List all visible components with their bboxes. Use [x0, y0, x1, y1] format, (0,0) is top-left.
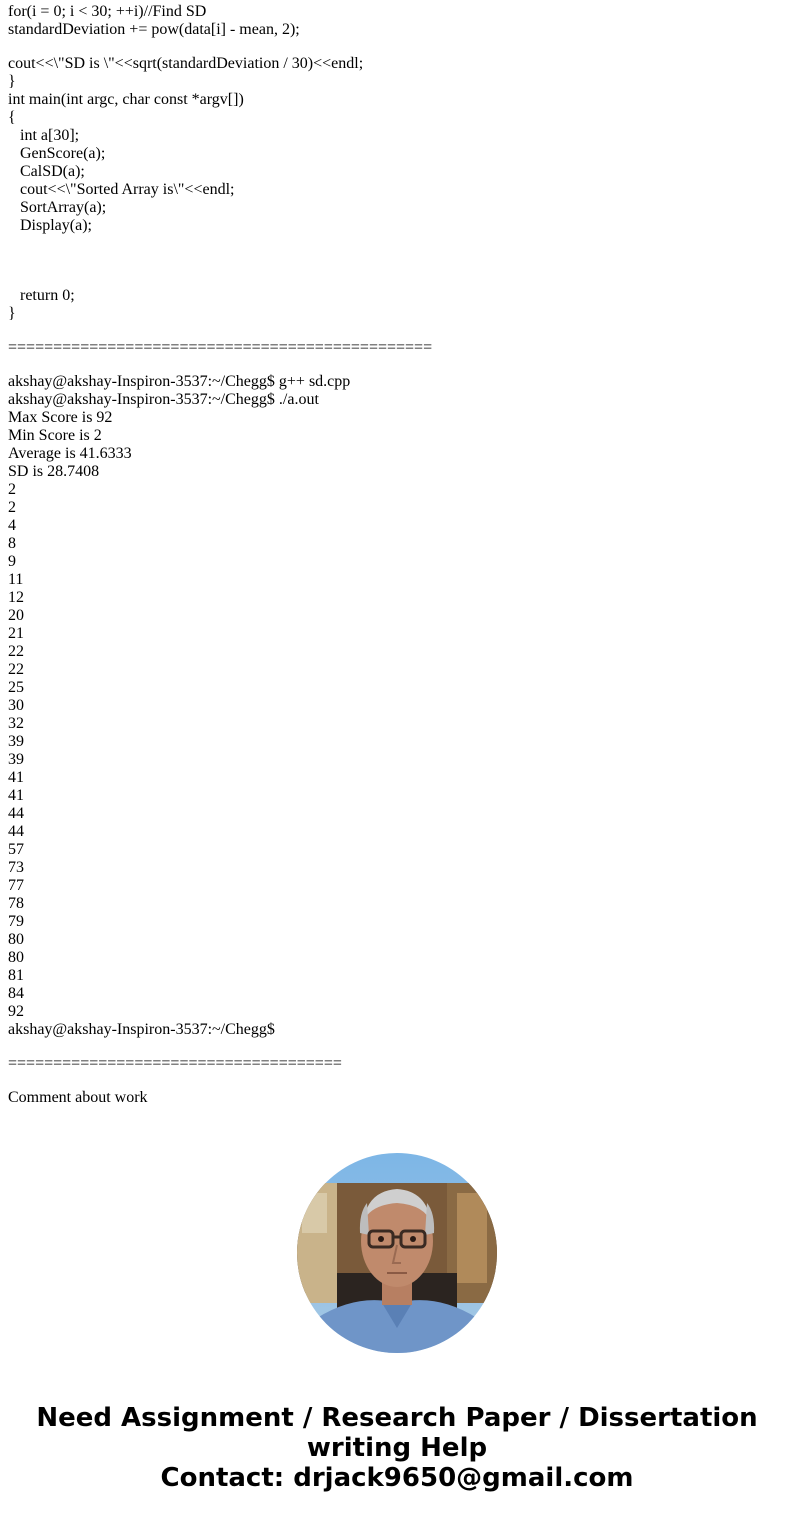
code-line: } [8, 73, 16, 90]
terminal-line: 20 [8, 607, 24, 624]
terminal-line: 9 [8, 553, 16, 570]
terminal-line: 21 [8, 625, 24, 642]
blank-gap [8, 1039, 788, 1055]
terminal-line: 57 [8, 841, 24, 858]
code-block-1 [8, 3, 788, 39]
terminal-line: 11 [8, 571, 24, 588]
terminal-line: 77 [8, 877, 24, 894]
terminal-line: 39 [8, 733, 24, 750]
terminal-line: 92 [8, 1003, 24, 1020]
blank-gap [8, 1073, 788, 1089]
terminal-line: akshay@akshay-Inspiron-3537:~/Chegg$ g++ sd.cpp [8, 373, 351, 390]
code-line: } [8, 305, 16, 322]
terminal-line: Average is 41.6333 [8, 445, 132, 462]
terminal-line: 32 [8, 715, 24, 732]
terminal-line: 39 [8, 751, 24, 768]
footer-line-1: Need Assignment / Research Paper / Dissertation [36, 1403, 758, 1433]
code-line: for(i = 0; i < 30; ++i)//Find SD [8, 3, 207, 20]
comment-label: Comment about work [8, 1089, 148, 1106]
terminal-line: 80 [8, 949, 24, 966]
terminal-line: akshay@akshay-Inspiron-3537:~/Chegg$ [8, 1021, 275, 1038]
separator-line-2: ===================================== [8, 1055, 342, 1072]
terminal-line: 22 [8, 643, 24, 660]
blank-gap [8, 323, 788, 339]
footer-line-3: Contact: drjack9650@gmail.com [160, 1463, 634, 1493]
terminal-line: 73 [8, 859, 24, 876]
code-line: SortArray(a); [8, 199, 107, 216]
blank-gap [8, 357, 788, 373]
terminal-line: 2 [8, 481, 16, 498]
terminal-line: 8 [8, 535, 16, 552]
terminal-line: SD is 28.7408 [8, 463, 100, 480]
terminal-line: Max Score is 92 [8, 409, 113, 426]
terminal-line: 4 [8, 517, 16, 534]
terminal-line: 78 [8, 895, 24, 912]
code-line: GenScore(a); [8, 145, 106, 162]
document-body [8, 3, 788, 1107]
code-line: { [8, 109, 16, 126]
code-line: return 0; [8, 287, 75, 304]
code-line: int main(int argc, char const *argv[]) [8, 91, 244, 108]
terminal-line: Min Score is 2 [8, 427, 102, 444]
code-line: cout<<\"SD is \"<<sqrt(standardDeviation / 30)<<endl; [8, 55, 364, 72]
terminal-line: 80 [8, 931, 24, 948]
blank-gap [8, 39, 788, 55]
terminal-line: akshay@akshay-Inspiron-3537:~/Chegg$ ./a.out [8, 391, 319, 408]
terminal-line: 44 [8, 805, 24, 822]
code-block-3 [8, 287, 788, 323]
terminal-line: 81 [8, 967, 24, 984]
terminal-line: 84 [8, 985, 24, 1002]
terminal-line: 12 [8, 589, 24, 606]
terminal-line: 2 [8, 499, 16, 516]
terminal-line: 22 [8, 661, 24, 678]
code-line: int a[30]; [8, 127, 80, 144]
code-line: standardDeviation += pow(data[i] - mean, 2); [8, 21, 300, 38]
separator-line-1: =============================================== [8, 339, 433, 356]
terminal-line: 44 [8, 823, 24, 840]
footer-line-2: writing Help [306, 1433, 488, 1463]
footer-contact-banner [0, 1403, 794, 1493]
code-block-2 [8, 55, 788, 235]
terminal-line: 79 [8, 913, 24, 930]
code-line: CalSD(a); [8, 163, 85, 180]
terminal-line: 25 [8, 679, 24, 696]
terminal-line: 30 [8, 697, 24, 714]
terminal-line: 41 [8, 787, 24, 804]
author-photo [297, 1153, 497, 1353]
blank-gap [8, 235, 788, 287]
code-line: Display(a); [8, 217, 92, 234]
terminal-output [8, 373, 788, 1039]
code-line: cout<<\"Sorted Array is\"<<endl; [8, 181, 235, 198]
terminal-line: 41 [8, 769, 24, 786]
